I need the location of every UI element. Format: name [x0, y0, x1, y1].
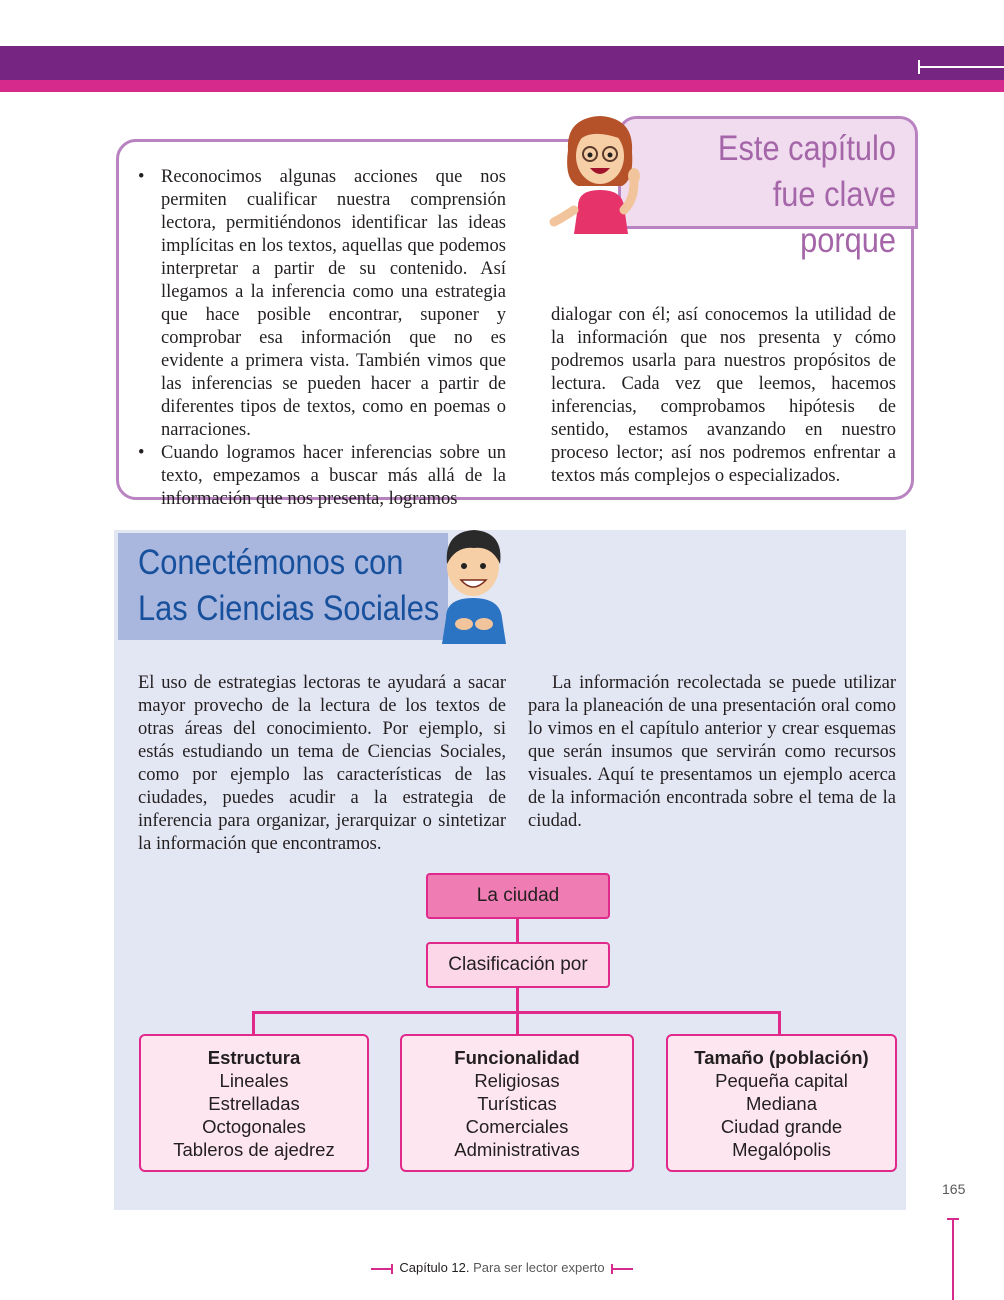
category-item: Comerciales — [465, 1116, 569, 1137]
footer-chapter: Capítulo 12. — [399, 1260, 470, 1275]
category-item: Octogonales — [202, 1116, 306, 1137]
category-item: Megalópolis — [732, 1139, 831, 1160]
connector-line-stem — [516, 988, 519, 1012]
category-item: Tableros de ajedrez — [173, 1139, 335, 1160]
category-item: Administrativas — [454, 1139, 580, 1160]
diagram-root-node: La ciudad — [426, 873, 610, 919]
summary-title-line1: Este capítulo — [717, 129, 896, 168]
footer-dash-left — [371, 1268, 393, 1270]
connector-line-left — [252, 1011, 255, 1034]
connector-line-right — [778, 1011, 781, 1034]
header-rule-tick — [918, 60, 920, 74]
category-title: Estructura — [207, 1047, 301, 1068]
category-item: Pequeña capital — [715, 1070, 848, 1091]
category-box-size — [666, 1034, 897, 1172]
footer-chapter-title: Para ser lector experto — [473, 1260, 605, 1275]
boy-character-icon — [436, 526, 510, 644]
category-item: Mediana — [746, 1093, 817, 1114]
section-title-line2: Las Ciencias Sociales — [138, 589, 440, 628]
section-paragraph-1: El uso de estrategias lectoras te ayudará a sacar mayor provecho de la lectura de los textos de otras áreas del conocimiento. Por ejemplo, si estás estudiando un tema de Ciencias Sociales, como por ejemplo las características de las ciudades, puedes acudir a la estrategia de inferencia para organizar, jerarquizar o sintetizar la información que encontramos. — [138, 673, 506, 854]
diagram-connector-node: Clasificación por — [426, 942, 610, 988]
category-item: Estrelladas — [208, 1093, 300, 1114]
category-item: Lineales — [219, 1070, 289, 1091]
category-box-structure — [139, 1034, 369, 1172]
margin-rule — [952, 1218, 954, 1300]
header-stripe — [0, 80, 1004, 92]
summary-bullet-list — [138, 166, 506, 511]
summary-bullet-1: • Reconocimos algunas acciones que nos permiten cualificar nuestra comprensión lectora, permitiéndonos identificar las ideas implícitas en los textos, aquellas que podemos interpretar a partir de su contenido. Así llegamos a la inferencia como una estrategia que hace posible encontrar, suponer y comprobar esa información que no es evidente a primera vista. También vimos que las inferencias se pueden hacer a partir de diferentes tipos de textos, como en poemas o narraciones. — [138, 166, 506, 442]
margin-rule-tick — [947, 1218, 959, 1220]
header-band — [0, 46, 1004, 80]
connector-line-middle — [516, 1011, 519, 1034]
page-footer — [0, 1260, 1004, 1275]
category-item: Religiosas — [474, 1070, 560, 1091]
header-rule — [918, 66, 1004, 68]
footer-dash-right — [611, 1268, 633, 1270]
section-title-line1: Conectémonos con — [138, 543, 404, 582]
page-number: 165 — [942, 1181, 966, 1197]
category-item: Turísticas — [477, 1093, 557, 1114]
summary-title — [671, 126, 896, 264]
category-title: Funcionalidad — [454, 1047, 580, 1068]
connector-line-root — [516, 919, 519, 942]
summary-bullet-2: • Cuando logramos hacer inferencias sobre un texto, empezamos a buscar más allá de la información que nos presenta, logramos — [138, 442, 506, 511]
summary-continuation: dialogar con él; así conocemos la utilidad de la información que nos presenta y cómo podremos usarla para nuestros propósitos de lectura. Cada vez que leemos, hacemos inferencias, comprobamos hipótesis de sentido, estamos avanzando en nuestro proceso lector; así nos podremos enfrentar a textos más complejos o especializados. — [551, 305, 896, 486]
category-title: Tamaño (población) — [694, 1047, 869, 1068]
category-item: Ciudad grande — [720, 1116, 843, 1137]
section-title — [138, 540, 439, 632]
summary-title-line2: fue clave porque — [772, 175, 896, 260]
girl-character-icon — [548, 110, 652, 234]
category-box-functionality — [400, 1034, 634, 1172]
section-paragraph-2: La información recolectada se puede utilizar para la planeación de una presentación oral como lo vimos en el capítulo anterior y crear esquemas que serán insumos que servirán como recursos visuales. Aquí te presentamos un ejemplo acerca de la información encontrada sobre el tema de la ciudad. — [528, 673, 896, 831]
